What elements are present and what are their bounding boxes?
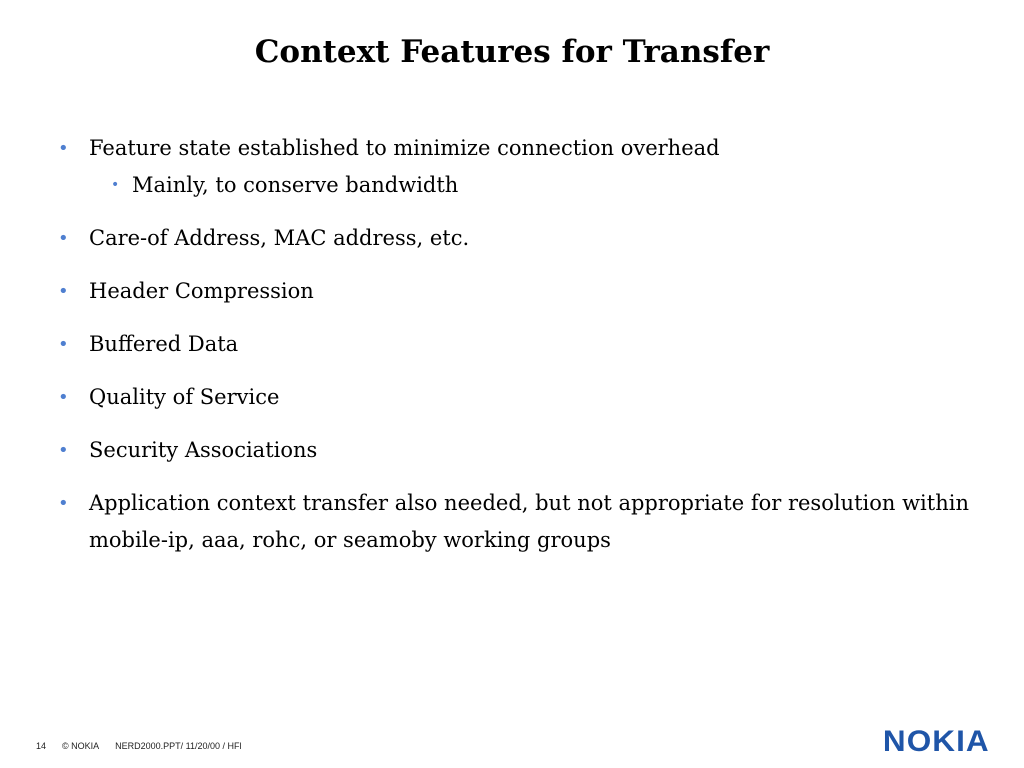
bullet-item [58,130,978,204]
bullet-item [58,485,978,559]
sub-bullet-text: Mainly, to conserve bandwidth [132,173,459,197]
bullet-text: Security Associations [89,438,318,462]
sub-bullet-item [89,167,978,204]
bullet-list [58,130,978,575]
bullet-text: Buffered Data [89,332,239,356]
copyright-text: © NOKIA [62,741,100,751]
bullet-item [58,432,978,469]
page-number: 14 [36,741,47,751]
bullet-text: Feature state established to minimize connection overhead [89,136,720,160]
bullet-dot-icon: • [58,493,69,514]
bullet-dot-icon: • [58,334,69,355]
slide-title: Context Features for Transfer [254,34,770,70]
bullet-dot-icon: • [58,387,69,408]
file-info: NERD2000.PPT/ 11/20/00 / HFl [115,741,242,751]
sub-bullet-dot-icon: • [111,177,120,193]
bullet-item [58,273,978,310]
bullet-dot-icon: • [58,281,69,302]
nokia-logo: NOKIA [883,725,990,758]
bullet-text: Care-of Address, MAC address, etc. [89,226,470,250]
bullet-text: Quality of Service [89,385,280,409]
bullet-text: Header Compression [89,279,314,303]
bullet-item [58,220,978,257]
bullet-item [58,379,978,416]
bullet-item [58,326,978,363]
bullet-dot-icon: • [58,138,69,159]
bullet-dot-icon: • [58,440,69,461]
slide-footer [36,741,242,751]
bullet-dot-icon: • [58,228,69,249]
bullet-text: Application context transfer also needed, but not appropriate for resolution within mobile-ip, aaa, rohc, or seamoby working groups [89,491,969,552]
